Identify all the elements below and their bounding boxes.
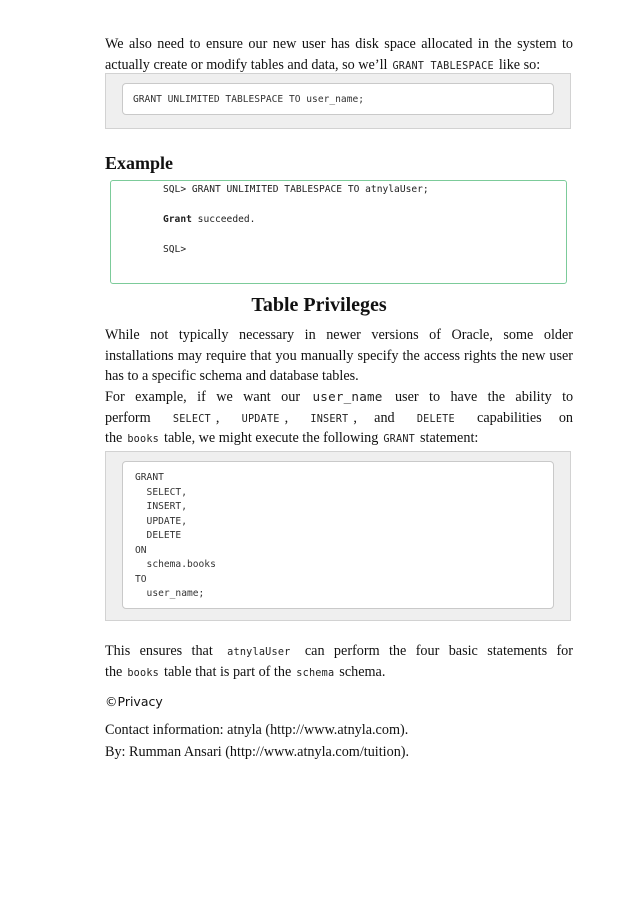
comma: , bbox=[353, 409, 357, 426]
console-line-2-rest: succeeded. bbox=[191, 214, 256, 225]
word: the bbox=[487, 389, 505, 405]
intro-line-1: We also need to ensure our new user has disk space allocated in the system to bbox=[105, 36, 573, 52]
word: the bbox=[105, 663, 123, 680]
word: perform bbox=[105, 409, 151, 426]
word: capabilities bbox=[477, 409, 542, 426]
inline-code-books-2: books bbox=[127, 667, 160, 679]
section-title: Table Privileges bbox=[251, 294, 387, 316]
inline-code-grant-tablespace: GRANT TABLESPACE bbox=[392, 60, 494, 72]
para3-line-2 bbox=[105, 662, 573, 685]
word: statements bbox=[487, 643, 548, 659]
inline-code-books: books bbox=[127, 434, 160, 445]
code-line: schema.books bbox=[135, 559, 216, 570]
para2-line-3-text: table, we might execute the following bbox=[164, 430, 379, 446]
word: ability bbox=[515, 389, 552, 405]
word: to bbox=[562, 389, 574, 405]
word: our bbox=[281, 389, 301, 405]
code-block-grant-statement-content[interactable] bbox=[122, 461, 554, 609]
para3-line-1 bbox=[105, 641, 573, 664]
privacy-note: ©Privacy bbox=[105, 694, 163, 709]
word: For bbox=[105, 389, 125, 405]
para3-line-2-end: schema. bbox=[339, 663, 386, 680]
code-line: INSERT, bbox=[135, 501, 187, 512]
code-line: TO bbox=[135, 573, 147, 585]
inline-code-select-group bbox=[168, 410, 220, 426]
code-block-grant-statement bbox=[105, 451, 571, 621]
word: the bbox=[105, 430, 123, 446]
code-line: user_name; bbox=[135, 588, 205, 599]
example-heading: Example bbox=[105, 153, 174, 173]
inline-code-user-name: user_name bbox=[312, 389, 383, 404]
code-block-grant-tablespace bbox=[105, 73, 571, 129]
inline-code-insert-group bbox=[305, 410, 357, 426]
inline-code-atnylauser: atnylaUser bbox=[227, 647, 291, 658]
code-line: GRANT bbox=[135, 472, 164, 483]
intro-line-2-prefix: actually create or modify tables and data, so we’ll bbox=[105, 56, 388, 73]
para2-line-1 bbox=[105, 387, 573, 408]
word: to bbox=[429, 389, 441, 405]
contact-info: Contact information: atnyla (http://www.atnyla.com). bbox=[105, 722, 409, 738]
comma: , bbox=[284, 409, 289, 426]
word: on bbox=[558, 409, 574, 426]
inline-code-update-group bbox=[237, 410, 289, 426]
word: example, bbox=[135, 389, 187, 405]
word: and bbox=[374, 409, 395, 426]
inline-code-schema: schema bbox=[296, 667, 335, 679]
inline-code-grant: GRANT bbox=[383, 434, 416, 445]
para2-line-3-end: statement: bbox=[420, 430, 479, 446]
console-grant-keyword: Grant bbox=[163, 214, 192, 225]
comma: , bbox=[215, 409, 220, 426]
code-block-grant-tablespace-content[interactable]: GRANT UNLIMITED TABLESPACE TO user_name; bbox=[122, 83, 554, 115]
para2-line-2 bbox=[105, 408, 573, 431]
para2-line-3 bbox=[105, 428, 573, 451]
word: user bbox=[394, 389, 419, 405]
inline-code-update: UPDATE bbox=[241, 413, 280, 425]
paragraph-table-privileges: While not typically necessary in newer versions of Oracle, some older installations may require that you manually specify the access rights the new user has to a specific schema and database tables. bbox=[105, 327, 573, 384]
word: perform bbox=[333, 643, 380, 659]
word: want bbox=[243, 389, 271, 405]
word: ensures bbox=[139, 643, 183, 659]
code-line: ON bbox=[135, 544, 147, 556]
inline-code-delete: DELETE bbox=[416, 413, 455, 425]
word: four bbox=[415, 643, 440, 659]
word: This bbox=[105, 643, 131, 659]
console-line-2 bbox=[163, 214, 255, 225]
code-line: SELECT, bbox=[135, 486, 187, 498]
para3-line-2-text: table that is part of the bbox=[164, 663, 292, 680]
word: the bbox=[388, 643, 407, 659]
console-line-1: SQL> GRANT UNLIMITED TABLESPACE TO atnylaUser; bbox=[163, 184, 429, 195]
word: that bbox=[191, 643, 213, 659]
word: have bbox=[450, 389, 478, 405]
code-line: DELETE bbox=[135, 530, 182, 541]
word: for bbox=[556, 643, 573, 659]
word: basic bbox=[448, 643, 478, 659]
word: we bbox=[216, 389, 233, 405]
code-line: UPDATE, bbox=[135, 515, 187, 527]
intro-line-2-suffix: like so: bbox=[498, 56, 541, 73]
inline-code-insert: INSERT bbox=[310, 413, 349, 425]
inline-code-select: SELECT bbox=[172, 413, 211, 425]
byline: By: Rumman Ansari (http://www.atnyla.com/tuition). bbox=[105, 744, 410, 760]
word: can bbox=[304, 643, 325, 659]
console-line-3: SQL> bbox=[163, 244, 187, 255]
word: if bbox=[197, 389, 206, 405]
sql-console-example bbox=[110, 180, 567, 284]
